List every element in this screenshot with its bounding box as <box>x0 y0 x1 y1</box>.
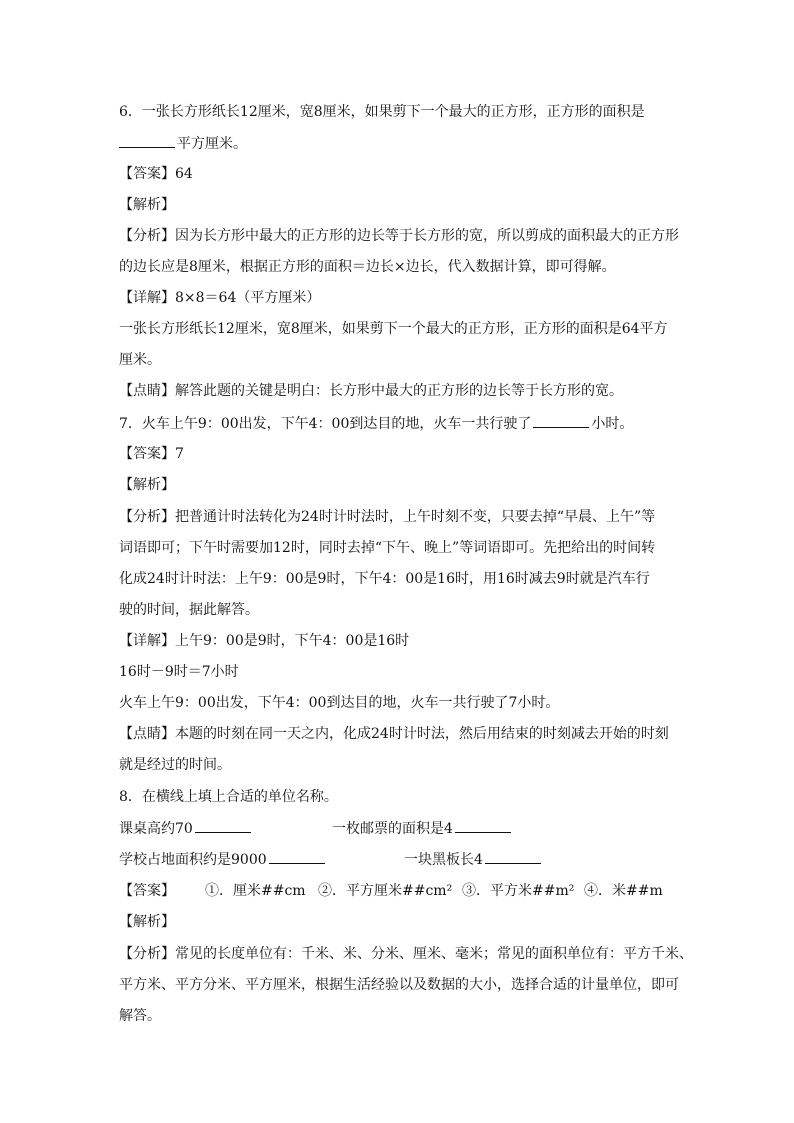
fenxi-label: 【分析】 <box>119 228 175 244</box>
answer-blank <box>269 849 325 864</box>
xiangjie-text: 一张长方形纸长12厘米，宽8厘米，如果剪下一个最大的正方形，正方形的面积是64平方 <box>119 321 668 337</box>
q8-analysis-label <box>119 912 175 932</box>
q7-xiangjie-line1 <box>119 631 409 651</box>
dianjing-text: 本题的时刻在同一天之内，化成24时计时法，然后用结束的时刻减去开始的时刻 <box>175 726 669 742</box>
fenxi-text: 平方米、平方分米、平方厘米，根据生活经验以及数据的大小，选择合适的计量单位，即可 <box>119 977 679 993</box>
fenxi-label: 【分析】 <box>119 509 175 525</box>
answer-blank <box>533 413 589 428</box>
q7-question-tail: 小时。 <box>591 416 634 432</box>
q8-answer-label <box>119 881 175 901</box>
answer-item: ②．平方厘米##cm² <box>318 883 453 899</box>
q8-fenxi-line2 <box>119 975 679 995</box>
dianjing-label: 【点睛】 <box>119 383 175 399</box>
q8-answer-4 <box>584 881 663 901</box>
xiangjie-text: 火车上午9：00出发，下午4：00到达目的地，火车一共行驶了7小时。 <box>119 695 560 711</box>
q6-question-line2 <box>119 133 247 154</box>
xiangjie-text: 上午9：00是9时，下午4：00是16时 <box>175 633 410 649</box>
q7-question-text: 7．火车上午9：00出发，下午4：00到达目的地，火车一共行驶了 <box>119 416 532 432</box>
answer-label: 【答案】 <box>119 166 175 182</box>
fenxi-text: 词语即可；下午时需要加12时，同时去掉“下午、晚上”等词语即可。先把给出的时间转 <box>119 540 656 556</box>
xiangjie-label: 【详解】 <box>119 633 175 649</box>
q8-answer-1 <box>205 881 306 901</box>
analysis-label: 【解析】 <box>119 197 175 213</box>
q6-xiangjie-line2 <box>119 319 668 339</box>
xiangjie-text: 16时－9时＝7小时 <box>119 664 239 680</box>
q7-question <box>119 413 633 434</box>
dianjing-text: 解答此题的关键是明白：长方形中最大的正方形的边长等于长方形的宽。 <box>175 383 623 399</box>
q8-item1 <box>119 818 253 839</box>
xiangjie-label: 【详解】 <box>119 290 175 306</box>
fenxi-label: 【分析】 <box>119 946 175 962</box>
q6-question-tail: 平方厘米。 <box>177 136 247 152</box>
fenxi-text: 驶的时间，据此解答。 <box>119 602 259 618</box>
fenxi-text: 的边长应是8厘米，根据正方形的面积＝边长×边长，代入数据计算，即可得解。 <box>119 259 616 275</box>
q6-question-text: 6．一张长方形纸长12厘米，宽8厘米，如果剪下一个最大的正方形，正方形的面积是 <box>119 104 645 120</box>
q6-answer: 64 <box>175 166 193 182</box>
q8-fenxi-line3 <box>119 1006 161 1026</box>
answer-item: ④．米##m <box>584 883 663 899</box>
q6-fenxi-line1 <box>119 226 679 246</box>
q7-fenxi-line2 <box>119 538 655 558</box>
q6-question-line1 <box>119 102 645 122</box>
q7-dianjing-line1 <box>119 724 669 744</box>
fenxi-text: 常见的长度单位有：千米、米、分米、厘米、毫米；常见的面积单位有：平方千米、 <box>175 946 693 962</box>
fenxi-text: 解答。 <box>119 1008 161 1024</box>
q6-answer-row <box>119 164 193 184</box>
q7-answer-row <box>119 444 184 464</box>
answer-blank <box>455 818 511 833</box>
q8-item-text: 一块黑板长4 <box>404 852 483 868</box>
q8-item-text: 学校占地面积约是9000 <box>119 852 267 868</box>
q7-xiangjie-line3 <box>119 693 559 713</box>
fenxi-text: 把普通计时法转化为24时计时法时，上午时刻不变，只要去掉“早晨、上午”等 <box>175 509 656 525</box>
analysis-label: 【解析】 <box>119 914 175 930</box>
q6-xiangjie-line3 <box>119 350 161 370</box>
q6-xiangjie-line1 <box>119 288 320 308</box>
xiangjie-text: 8×8＝64（平方厘米） <box>175 290 321 306</box>
answer-label: 【答案】 <box>119 883 175 899</box>
q7-answer: 7 <box>175 446 184 462</box>
dianjing-text: 就是经过的时间。 <box>119 757 231 773</box>
answer-label: 【答案】 <box>119 446 175 462</box>
q8-answer-2 <box>318 881 452 901</box>
q8-item2 <box>332 818 513 839</box>
q8-item-text: 一枚邮票的面积是4 <box>332 821 453 837</box>
dianjing-label: 【点睛】 <box>119 726 175 742</box>
q7-fenxi-line4 <box>119 600 259 620</box>
q8-item3 <box>119 849 327 870</box>
q6-fenxi-line2 <box>119 257 616 277</box>
q7-fenxi-line3 <box>119 569 650 589</box>
q8-question-text: 8．在横线上填上合适的单位名称。 <box>119 789 338 805</box>
xiangjie-text: 厘米。 <box>119 352 161 368</box>
q8-item4 <box>404 849 543 870</box>
analysis-label: 【解析】 <box>119 477 175 493</box>
q7-dianjing-line2 <box>119 755 231 775</box>
q6-dianjing <box>119 381 623 401</box>
q8-question <box>119 787 338 807</box>
answer-item: ③．平方米##m² <box>462 883 575 899</box>
q8-answer-3 <box>462 881 574 901</box>
answer-blank <box>119 133 175 148</box>
q7-xiangjie-line2 <box>119 662 239 682</box>
q6-analysis-label <box>119 195 175 215</box>
q7-analysis-label <box>119 475 175 495</box>
fenxi-text: 因为长方形中最大的正方形的边长等于长方形的宽，所以剪成的面积最大的正方形 <box>175 228 679 244</box>
answer-blank <box>195 818 251 833</box>
answer-blank <box>485 849 541 864</box>
q8-fenxi-line1 <box>119 944 693 964</box>
q8-item-text: 课桌高约70 <box>119 821 193 837</box>
q7-fenxi-line1 <box>119 507 655 527</box>
fenxi-text: 化成24时计时法：上午9：00是9时，下午4：00是16时，用16时减去9时就是汽车行 <box>119 571 650 587</box>
answer-item: ①．厘米##cm <box>205 883 306 899</box>
